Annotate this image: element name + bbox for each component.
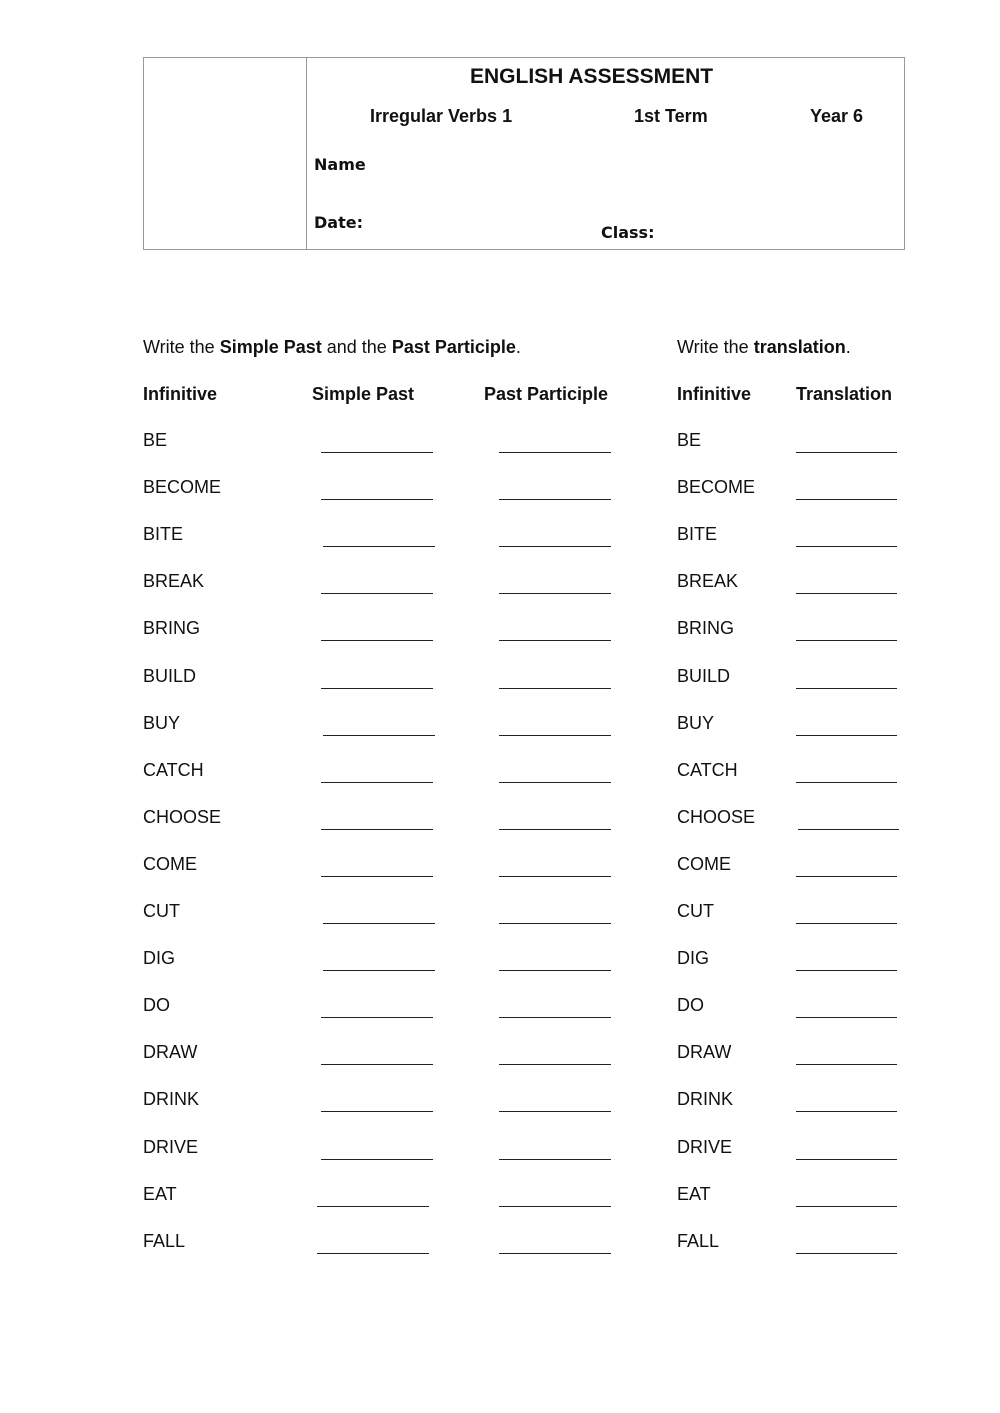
translation-blank[interactable] <box>796 1206 897 1207</box>
translation-blank[interactable] <box>798 829 899 830</box>
translation-blank[interactable] <box>796 499 897 500</box>
page-title: ENGLISH ASSESSMENT <box>470 65 714 88</box>
verb-infinitive-translation-column: DO <box>677 995 704 1015</box>
column-header-past-participle: Past Participle <box>484 384 609 404</box>
term-label: 1st Term <box>634 106 708 126</box>
verb-infinitive-translation-column: COME <box>677 854 731 874</box>
past-participle-blank[interactable] <box>499 970 611 971</box>
verb-infinitive: DRIVE <box>143 1137 199 1157</box>
verb-infinitive: CUT <box>143 901 180 921</box>
translation-blank[interactable] <box>796 1064 897 1065</box>
verb-infinitive-translation-column: DRAW <box>677 1042 732 1062</box>
simple-past-blank[interactable] <box>321 593 433 594</box>
verb-infinitive-translation-column: EAT <box>677 1184 711 1204</box>
verb-infinitive-translation-column: BRING <box>677 618 735 638</box>
translation-blank[interactable] <box>796 876 897 877</box>
translation-blank[interactable] <box>796 452 897 453</box>
verb-infinitive-translation-column: BITE <box>677 524 718 544</box>
verb-infinitive-translation-column: FALL <box>677 1231 720 1251</box>
simple-past-blank[interactable] <box>321 1017 433 1018</box>
simple-past-blank[interactable] <box>321 1159 433 1160</box>
simple-past-blank[interactable] <box>321 688 433 689</box>
date-field-label: Date: <box>314 213 363 232</box>
past-participle-blank[interactable] <box>499 546 611 547</box>
translation-blank[interactable] <box>796 923 897 924</box>
simple-past-blank[interactable] <box>321 876 433 877</box>
simple-past-blank[interactable] <box>317 1206 429 1207</box>
column-header-simple-past: Simple Past <box>312 384 415 404</box>
name-field-label: Name <box>314 155 366 174</box>
instruction-right: Write the translation. <box>677 337 851 357</box>
verb-infinitive-translation-column: BECOME <box>677 477 756 497</box>
past-participle-blank[interactable] <box>499 923 611 924</box>
class-field-label: Class: <box>601 223 655 242</box>
verb-infinitive: EAT <box>143 1184 177 1204</box>
year-label: Year 6 <box>810 106 864 126</box>
verb-infinitive: BRING <box>143 618 201 638</box>
verb-infinitive: BREAK <box>143 571 205 591</box>
verb-infinitive: BITE <box>143 524 184 544</box>
translation-blank[interactable] <box>796 782 897 783</box>
verb-infinitive: DRINK <box>143 1089 200 1109</box>
past-participle-blank[interactable] <box>499 688 611 689</box>
past-participle-blank[interactable] <box>499 640 611 641</box>
verb-infinitive-translation-column: DIG <box>677 948 710 968</box>
past-participle-blank[interactable] <box>499 735 611 736</box>
verb-infinitive-translation-column: DRIVE <box>677 1137 733 1157</box>
verb-infinitive: CATCH <box>143 760 204 780</box>
verb-infinitive-translation-column: BUILD <box>677 666 731 686</box>
translation-blank[interactable] <box>796 1017 897 1018</box>
translation-blank[interactable] <box>796 593 897 594</box>
past-participle-blank[interactable] <box>499 829 611 830</box>
verb-infinitive-translation-column: CHOOSE <box>677 807 756 827</box>
translation-blank[interactable] <box>796 688 897 689</box>
past-participle-blank[interactable] <box>499 1017 611 1018</box>
translation-blank[interactable] <box>796 970 897 971</box>
translation-blank[interactable] <box>796 1253 897 1254</box>
translation-blank[interactable] <box>796 640 897 641</box>
verb-infinitive: BUILD <box>143 666 197 686</box>
simple-past-blank[interactable] <box>321 499 433 500</box>
past-participle-blank[interactable] <box>499 1111 611 1112</box>
simple-past-blank[interactable] <box>321 452 433 453</box>
verb-infinitive: BUY <box>143 713 181 733</box>
simple-past-blank[interactable] <box>321 829 433 830</box>
verb-infinitive: FALL <box>143 1231 186 1251</box>
past-participle-blank[interactable] <box>499 499 611 500</box>
verb-infinitive-translation-column: CUT <box>677 901 714 921</box>
verb-infinitive-translation-column: BE <box>677 430 702 450</box>
column-header-infinitive: Infinitive <box>143 384 218 404</box>
past-participle-blank[interactable] <box>499 876 611 877</box>
simple-past-blank[interactable] <box>323 923 435 924</box>
simple-past-blank[interactable] <box>321 1064 433 1065</box>
past-participle-blank[interactable] <box>499 1206 611 1207</box>
simple-past-blank[interactable] <box>321 1111 433 1112</box>
simple-past-blank[interactable] <box>323 735 435 736</box>
translation-blank[interactable] <box>796 1159 897 1160</box>
column-header-infinitive-2: Infinitive <box>677 384 752 404</box>
verb-infinitive: DRAW <box>143 1042 198 1062</box>
verb-infinitive: COME <box>143 854 197 874</box>
past-participle-blank[interactable] <box>499 782 611 783</box>
verb-infinitive: DIG <box>143 948 176 968</box>
past-participle-blank[interactable] <box>499 1064 611 1065</box>
simple-past-blank[interactable] <box>321 640 433 641</box>
logo-placeholder <box>144 58 307 249</box>
simple-past-blank[interactable] <box>317 1253 429 1254</box>
verb-infinitive-translation-column: DRINK <box>677 1089 734 1109</box>
translation-blank[interactable] <box>796 735 897 736</box>
verb-infinitive: DO <box>143 995 170 1015</box>
verb-infinitive-translation-column: BREAK <box>677 571 739 591</box>
past-participle-blank[interactable] <box>499 593 611 594</box>
topic-label: Irregular Verbs 1 <box>370 106 513 126</box>
simple-past-blank[interactable] <box>323 546 435 547</box>
simple-past-blank[interactable] <box>321 782 433 783</box>
verb-infinitive-translation-column: CATCH <box>677 760 738 780</box>
translation-blank[interactable] <box>796 546 897 547</box>
verb-infinitive: BECOME <box>143 477 222 497</box>
past-participle-blank[interactable] <box>499 1253 611 1254</box>
simple-past-blank[interactable] <box>323 970 435 971</box>
verb-infinitive: BE <box>143 430 168 450</box>
past-participle-blank[interactable] <box>499 452 611 453</box>
instruction-left: Write the Simple Past and the Past Participle. <box>143 337 521 357</box>
translation-blank[interactable] <box>796 1111 897 1112</box>
verb-infinitive-translation-column: BUY <box>677 713 715 733</box>
verb-infinitive: CHOOSE <box>143 807 222 827</box>
past-participle-blank[interactable] <box>499 1159 611 1160</box>
column-header-translation: Translation <box>796 384 893 404</box>
